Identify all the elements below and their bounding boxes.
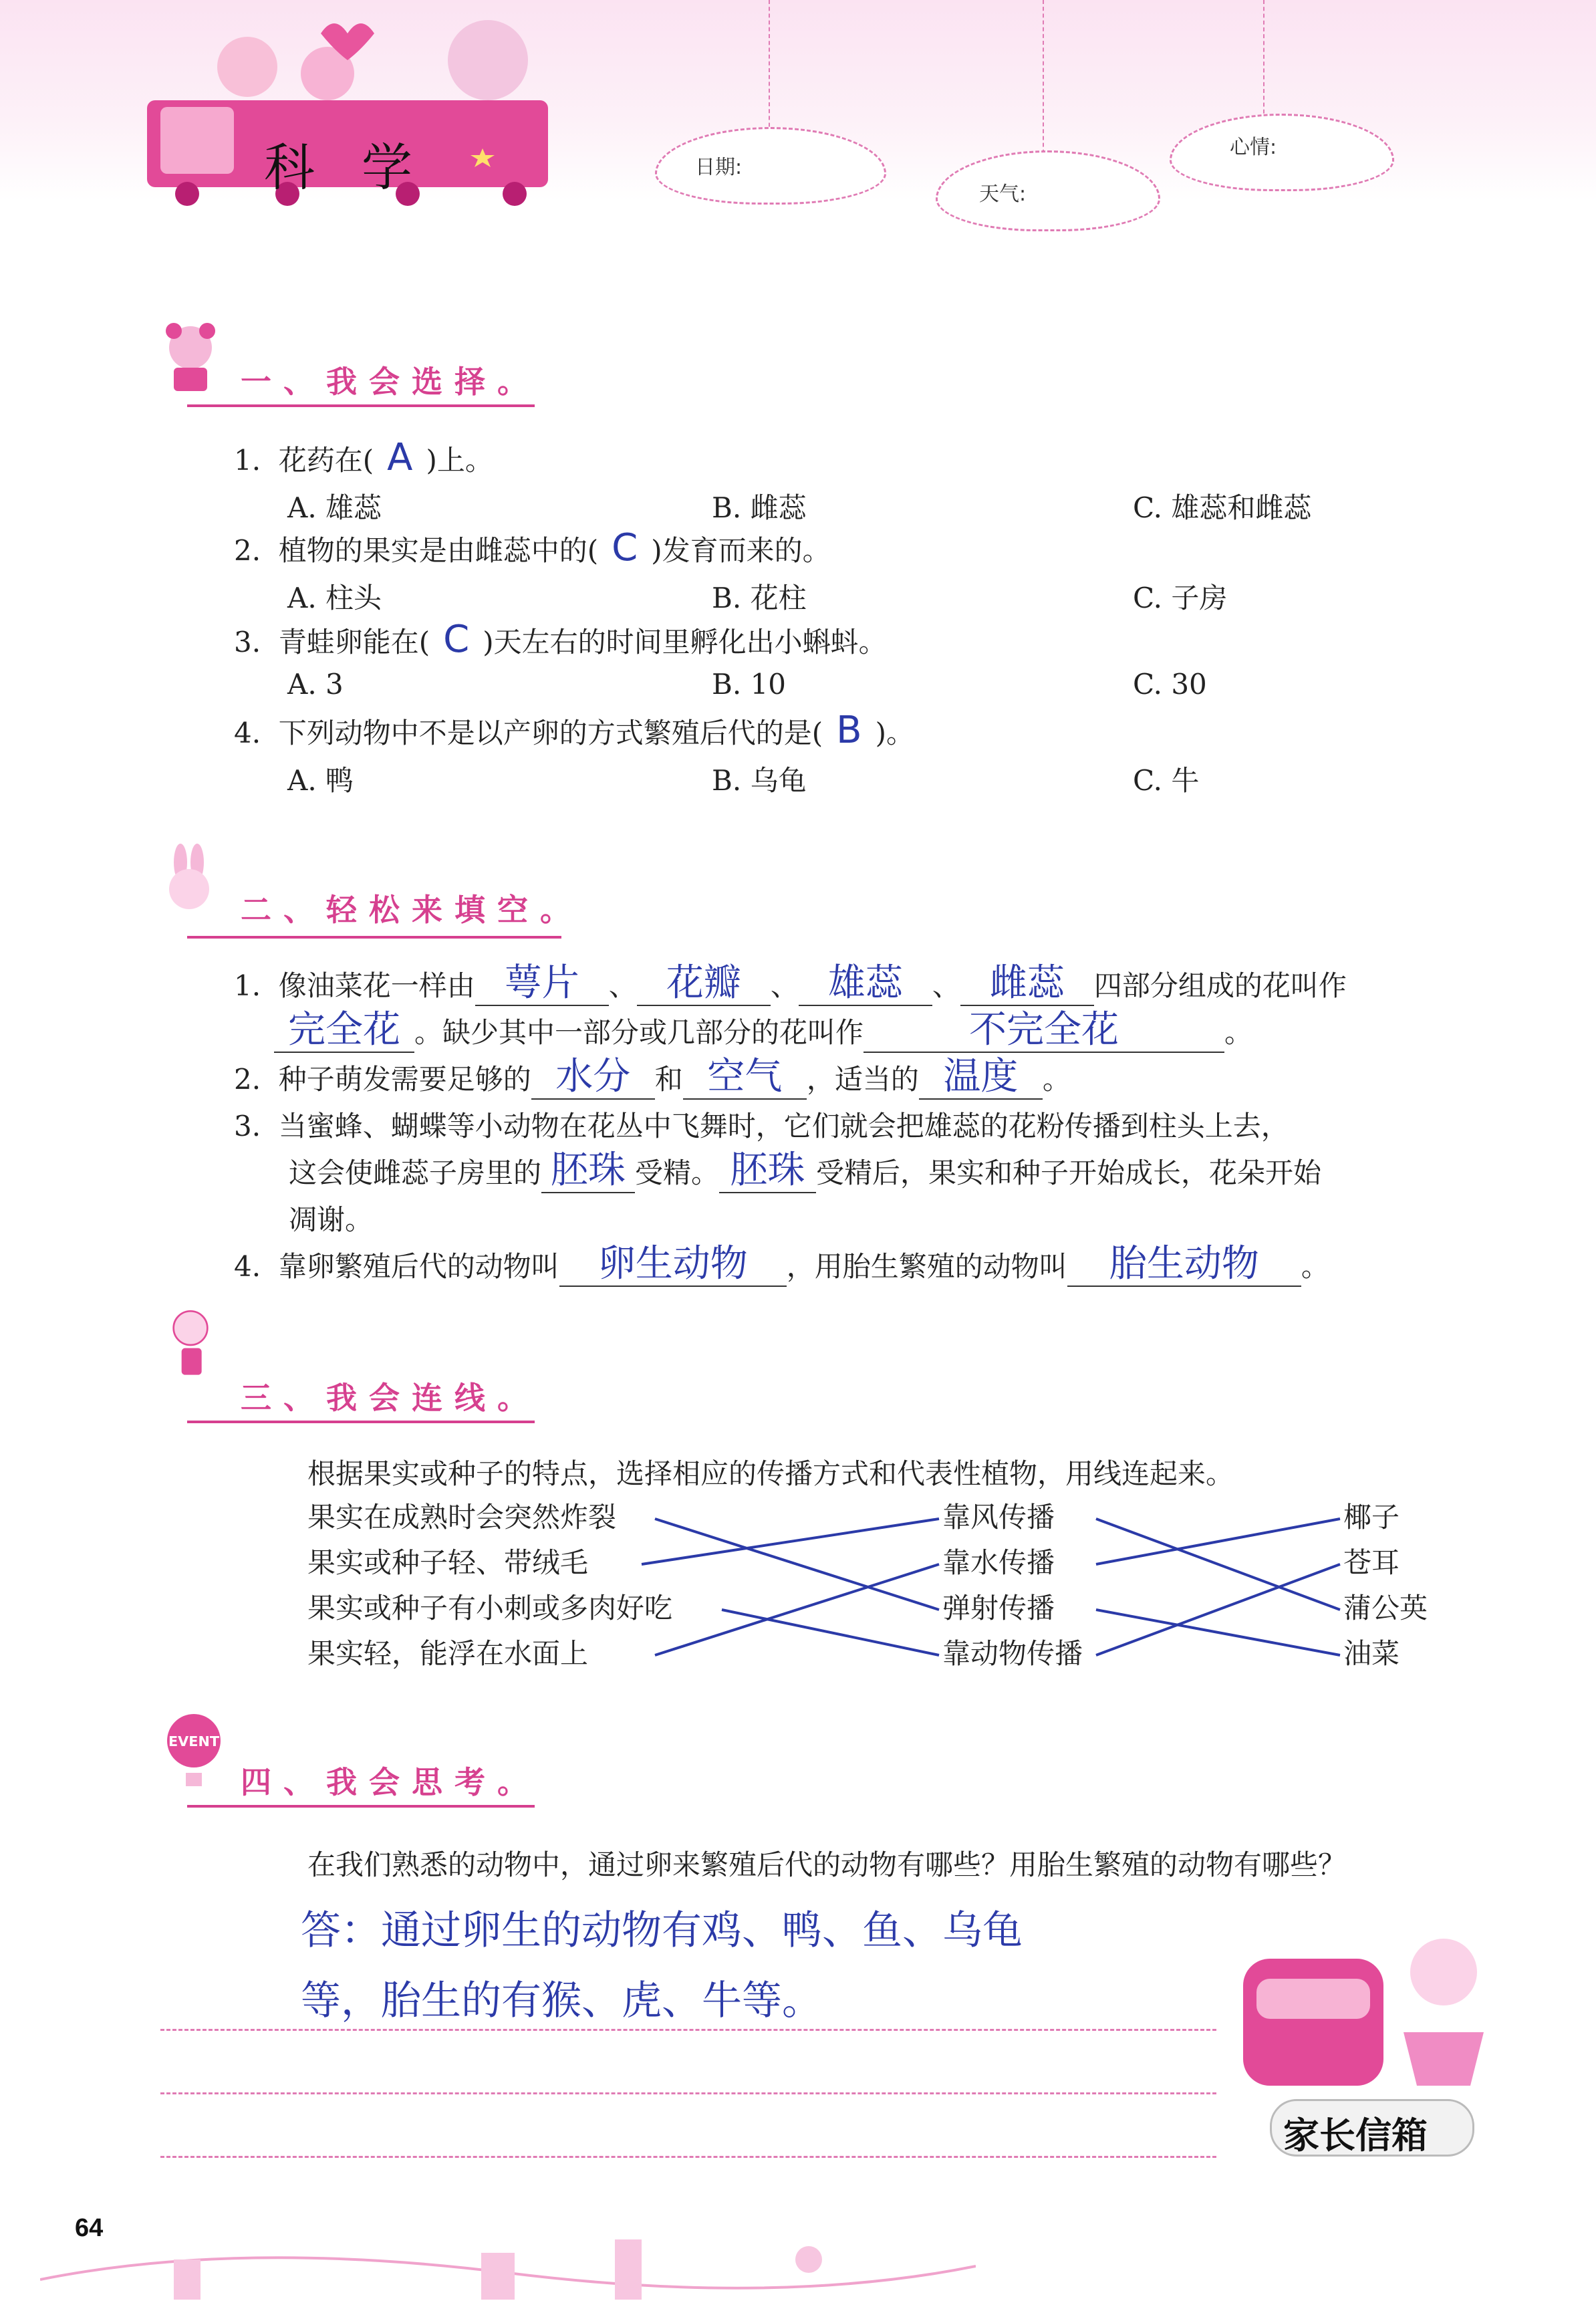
footer-town-decoration [40,2179,976,2321]
handwritten-answer[interactable]: C [612,526,638,570]
fill-question: 1. 像油菜花一样由 萼片 、 花瓣 、 雄蕊 、 雌蕊 四部分组成的花叫作 [234,961,1347,1005]
match-left-item[interactable]: 果实在成熟时会突然炸裂 [307,1501,617,1534]
option: C. 子房 [1133,582,1228,614]
match-right-item[interactable]: 油菜 [1343,1637,1400,1670]
bear-icon [154,314,234,394]
page-number: 64 [75,2214,104,2242]
match-line-left [642,1519,939,1564]
fill-blank[interactable]: 胚珠 [541,1153,635,1193]
match-right-item[interactable]: 苍耳 [1343,1546,1400,1579]
choice-question: 4. 下列动物中不是以产卵的方式繁殖后代的是( B )。 [234,709,914,752]
match-line-right [1096,1519,1340,1564]
wheel-icon [175,182,199,206]
option: A. 雄蕊 [287,491,382,524]
fill-blank[interactable]: 卵生动物 [559,1247,787,1287]
cloud-string [769,0,770,140]
section-underline [187,1805,535,1808]
date-label: 日期: [695,156,743,179]
mood-label: 心情: [1230,136,1277,159]
section-title: 四、我会思考。 [241,1764,540,1800]
fill-blank[interactable]: 雄蕊 [799,966,932,1006]
option: C. 牛 [1133,764,1200,797]
fill-blank[interactable]: 不完全花 [863,1013,1224,1053]
think-answer-line2[interactable]: 等，胎生的有猴、虎、牛等。 [301,1977,822,2024]
option: B. 乌龟 [712,764,807,797]
girl-dress-decoration [1404,2032,1484,2086]
match-left-item[interactable]: 果实轻，能浮在水面上 [307,1637,589,1670]
clown-icon [150,1304,231,1384]
answer-dash-line [160,2029,1216,2031]
wheel-icon [503,182,527,206]
section-underline [187,936,561,939]
fill-question: 3. 当蜜蜂、蝴蝶等小动物在花丛中飞舞时，它们就会把雄蕊的花粉传播到柱头上去， [234,1110,1289,1142]
mailbox-label: 家长信箱 [1283,2114,1428,2157]
answer-dash-line [160,2092,1216,2094]
girl-head-decoration [217,37,277,97]
fill-question-cont: 这会使雌蕊子房里的 胚珠 受精。 胚珠 受精后，果实和种子开始成长，花朵开始 [289,1148,1322,1192]
fill-question: 4. 靠卵繁殖后代的动物叫 卵生动物 ，用胎生繁殖的动物叫 胎生动物 。 [234,1242,1329,1286]
section-title: 二、轻松来填空。 [241,892,583,928]
match-middle-item[interactable]: 靠动物传播 [942,1637,1083,1670]
answer-dash-line [160,2156,1216,2158]
handwritten-answer[interactable]: A [387,436,413,479]
option: B. 10 [712,668,787,701]
cloud-string [1263,0,1265,120]
section-title: 一、我会选择。 [241,364,540,400]
section-underline [187,404,535,407]
handwritten-answer[interactable]: C [443,618,470,661]
fill-question: 2. 种子萌发需要足够的 水分 和 空气 ，适当的 温度 。 [234,1055,1071,1098]
mailbox-body [1243,1959,1383,2086]
option: A. 鸭 [287,764,354,797]
option: C. 30 [1133,668,1207,701]
cloud-string [1043,0,1044,160]
match-line-left [655,1519,939,1610]
bunny-icon [150,842,231,923]
fill-question-cont: 凋谢。 [289,1203,374,1236]
svg-text:EVENT: EVENT [168,1733,220,1749]
option: B. 雌蕊 [712,491,807,524]
match-line-right [1096,1519,1340,1610]
section-title: 三、我会连线。 [241,1380,540,1416]
fill-blank[interactable]: 花瓣 [637,966,771,1006]
weather-label: 天气: [979,182,1027,206]
match-middle-item[interactable]: 靠风传播 [942,1501,1055,1534]
train-window [160,107,234,174]
match-area [307,1497,1457,1685]
mailbox-illustration [1230,1919,1510,2112]
match-right-item[interactable]: 蒲公英 [1343,1592,1428,1624]
match-middle-item[interactable]: 靠水传播 [942,1546,1055,1579]
subject-title: 科学 [264,138,459,197]
bunny-head-decoration [448,20,528,100]
match-instruction: 根据果实或种子的特点，选择相应的传播方式和代表性植物，用线连起来。 [307,1457,1234,1490]
choice-question: 2. 植物的果实是由雌蕊中的( C )发育而来的。 [234,526,831,570]
girl-head-decoration [1410,1939,1477,2005]
option: C. 雄蕊和雌蕊 [1133,491,1312,524]
fill-blank[interactable]: 温度 [919,1060,1043,1100]
match-right-item[interactable]: 椰子 [1343,1501,1400,1534]
match-line-right [1096,1610,1340,1655]
match-left-item[interactable]: 果实或种子有小刺或多肉好吃 [307,1592,673,1624]
think-question: 在我们熟悉的动物中，通过卵来繁殖后代的动物有哪些？用胎生繁殖的动物有哪些？ [307,1848,1347,1881]
match-middle-item[interactable]: 弹射传播 [942,1592,1055,1624]
fill-blank[interactable]: 萼片 [475,966,609,1006]
fill-blank[interactable]: 空气 [683,1060,807,1100]
balloon-icon [154,1711,234,1792]
option: A. 柱头 [287,582,382,614]
choice-question: 3. 青蛙卵能在( C )天左右的时间里孵化出小蝌蚪。 [234,618,887,661]
fill-blank[interactable]: 完全花 [274,1013,414,1053]
fill-blank[interactable]: 雌蕊 [960,966,1094,1006]
fill-blank[interactable]: 水分 [531,1060,655,1100]
option: A. 3 [287,668,344,701]
choice-question: 1. 花药在( A )上。 [234,436,493,479]
think-answer-line1[interactable]: 答：通过卵生的动物有鸡、鸭、鱼、乌龟 [301,1907,1023,1954]
fill-blank[interactable]: 胚珠 [719,1153,816,1193]
match-line-left [722,1610,939,1655]
match-left-item[interactable]: 果实或种子轻、带绒毛 [307,1546,589,1579]
option: B. 花柱 [712,582,807,614]
handwritten-answer[interactable]: B [836,709,862,752]
match-line-left [655,1564,939,1655]
fill-blank[interactable]: 胎生动物 [1067,1247,1301,1287]
mailbox-slot [1256,1979,1370,2019]
fill-question-cont: 完全花 。缺少其中一部分或几部分的花叫作 不完全花 。 [274,1013,1252,1053]
match-lines [307,1497,1457,1685]
section-underline [187,1421,535,1423]
match-line-right [1096,1564,1340,1655]
